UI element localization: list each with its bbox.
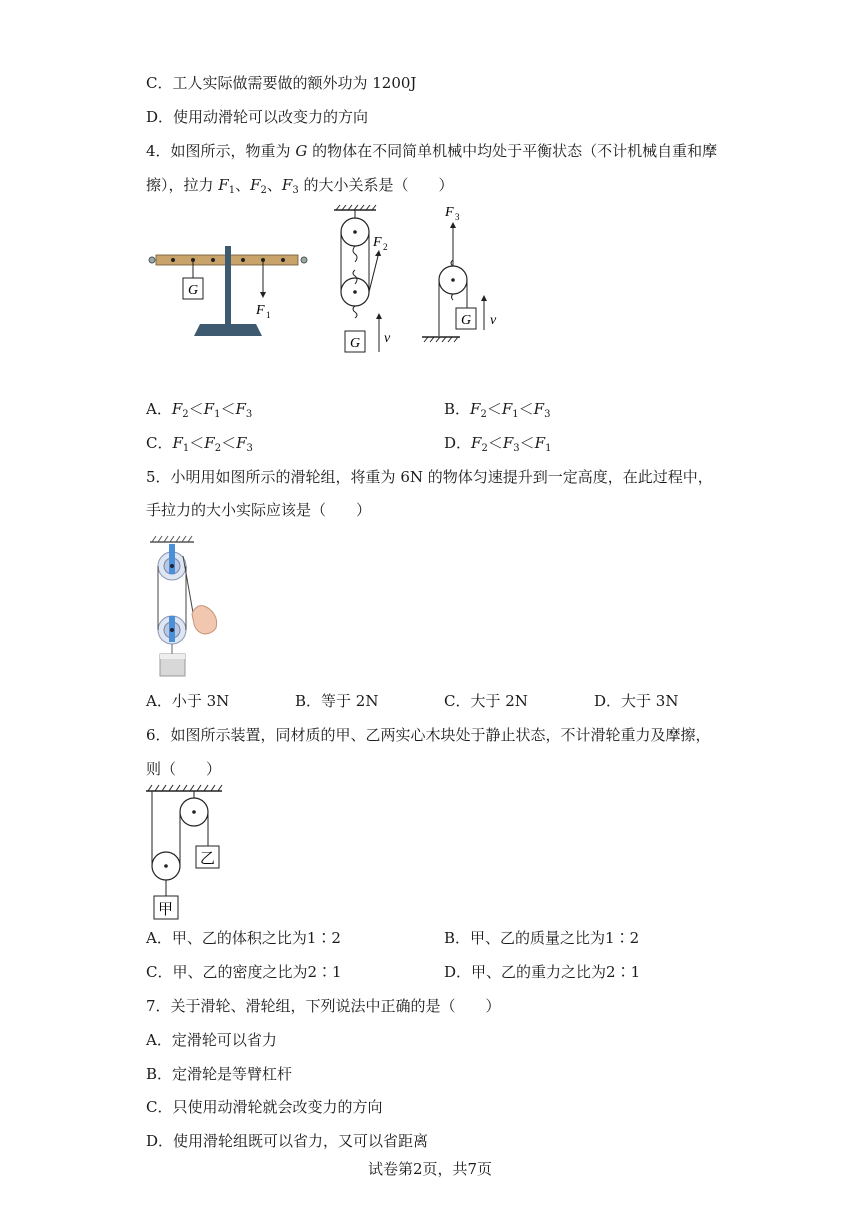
q5-pulley-block-figure xyxy=(148,534,228,680)
q4-option-c: C．$F_1<F_2<F_3$ xyxy=(146,434,253,454)
q5-option-c: C．大于 2N xyxy=(444,692,528,710)
q4-option-b: B．$F_2<F_1<F_3$ xyxy=(444,400,551,420)
q6-option-c: C．甲、乙的密度之比为2∶1 xyxy=(146,963,342,981)
q4-stem-line2: 擦），拉力 $F_1$、$F_2$、$F_3$ 的大小关系是（ ） xyxy=(146,176,454,196)
hand-icon xyxy=(192,606,217,634)
q3-option-d: D．使用动滑轮可以改变力的方向 xyxy=(146,108,369,126)
q6-stem-line1: 6．如图所示装置，同材质的甲、乙两实心木块处于静止状态，不计滑轮重力及摩擦， xyxy=(146,726,711,744)
q5-stem-line2: 手拉力的大小实际应该是（ ） xyxy=(146,501,372,519)
q6-pulley-figure xyxy=(144,784,224,924)
q6-option-a: A．甲、乙的体积之比为1∶2 xyxy=(146,929,341,947)
q7-option-b: B．定滑轮是等臂杠杆 xyxy=(146,1065,293,1083)
q4-option-a: A．$F_2<F_1<F_3$ xyxy=(146,400,253,420)
weight-g-label: G xyxy=(188,283,199,298)
q4-pulley-f2-figure xyxy=(326,204,406,358)
q3-option-c: C．工人实际做需要做的额外功为 1200J xyxy=(146,74,417,92)
svg-text:乙: 乙 xyxy=(200,849,216,867)
q5-stem-line1: 5．小明用如图所示的滑轮组，将重为 6N 的物体匀速提升到一定高度，在此过程中， xyxy=(146,468,713,486)
svg-text:甲: 甲 xyxy=(158,900,174,918)
q6-stem-line2: 则（ ） xyxy=(146,760,222,778)
page-footer: 试卷第2页，共7页 xyxy=(367,1160,493,1178)
q7-option-d: D．使用滑轮组既可以省力，又可以省距离 xyxy=(146,1132,429,1150)
svg-text:G: G xyxy=(461,313,472,328)
q4-stem-line1: 4．如图所示，物重为 G 的物体在不同简单机械中均处于平衡状态（不计机械自重和摩 xyxy=(146,142,718,160)
svg-text:2: 2 xyxy=(383,242,388,252)
q4-pulley-f3-figure xyxy=(418,200,508,345)
lever-stand xyxy=(225,246,231,326)
q6-option-d: D．甲、乙的重力之比为2∶1 xyxy=(444,963,641,981)
svg-text:G: G xyxy=(350,336,361,351)
svg-text:v: v xyxy=(490,313,497,328)
force-f2-label: F xyxy=(373,235,382,250)
q4-option-d: D．$F_2<F_3<F_1$ xyxy=(444,434,552,454)
svg-text:3: 3 xyxy=(455,212,460,222)
q5-option-d: D．大于 3N xyxy=(594,692,679,710)
force-f1-label: F xyxy=(256,303,265,318)
q5-option-b: B．等于 2N xyxy=(295,692,379,710)
q7-option-c: C．只使用动滑轮就会改变力的方向 xyxy=(146,1098,383,1116)
velocity-v-label: v xyxy=(384,331,391,346)
force-f3-label: F xyxy=(445,205,454,220)
q4-lever-figure xyxy=(146,238,316,343)
q7-stem: 7．关于滑轮、滑轮组，下列说法中正确的是（ ） xyxy=(146,997,501,1015)
q7-option-a: A．定滑轮可以省力 xyxy=(146,1031,277,1049)
q5-option-a: A．小于 3N xyxy=(146,692,230,710)
svg-text:1: 1 xyxy=(266,310,271,320)
q6-option-b: B．甲、乙的质量之比为1∶2 xyxy=(444,929,640,947)
